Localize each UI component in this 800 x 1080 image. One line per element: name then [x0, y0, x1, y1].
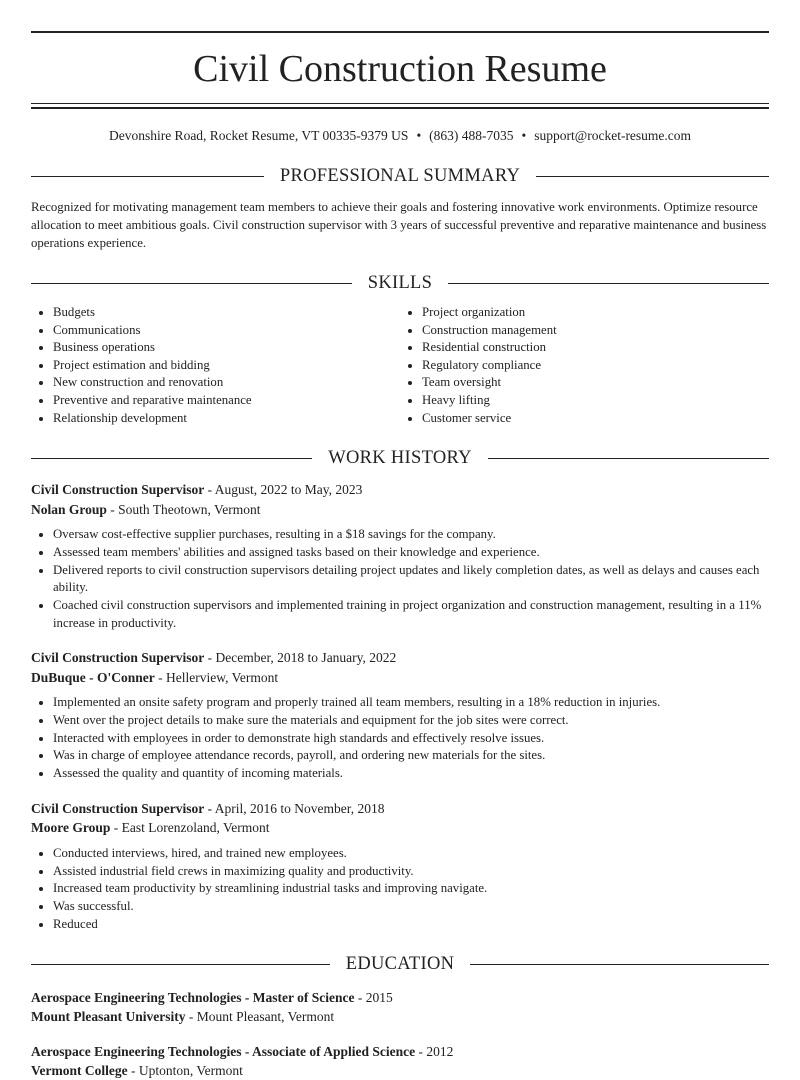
- skills-list-right: [400, 304, 769, 427]
- degree-line: [31, 1042, 769, 1061]
- job-company: DuBuque - O'Conner: [31, 669, 155, 685]
- job-title: Civil Construction Supervisor: [31, 800, 205, 816]
- resume-page: [31, 31, 769, 1080]
- title-double-rule: [31, 103, 769, 109]
- skill-item: • Team oversight: [422, 374, 769, 392]
- school-location: - Mount Pleasant, Vermont: [185, 1009, 335, 1025]
- job-title-line: [31, 799, 769, 819]
- school-line: [31, 1061, 769, 1080]
- degree-line: [31, 988, 769, 1007]
- job-title: Civil Construction Supervisor: [31, 650, 205, 666]
- degree: Aerospace Engineering Technologies - Master of Science: [31, 990, 355, 1006]
- degree-year: - 2015: [354, 990, 393, 1006]
- job-bullet: • Reduced: [53, 916, 769, 934]
- job-entry: [31, 799, 769, 934]
- section-header-summary: [31, 164, 769, 188]
- education-entry: [31, 988, 769, 1026]
- top-rule: [31, 31, 769, 33]
- contact-address: Devonshire Road, Rocket Resume, VT 00335-9379 US: [108, 128, 409, 143]
- job-bullets: [31, 845, 769, 934]
- skill-item: • Budgets: [53, 304, 400, 322]
- job-dates: - April, 2016 to November, 2018: [204, 800, 385, 816]
- job-location: - Hellerview, Vermont: [154, 669, 279, 685]
- skill-item: • Heavy lifting: [422, 392, 769, 410]
- job-bullet: • Assessed team members' abilities and assigned tasks based on their knowledge and experience.: [53, 544, 769, 562]
- summary-text: Recognized for motivating management team members to achieve their goals and fostering innovative work environments. Optimize resource allocation to meet ambitious goals. Civil construction supervisor with 3 years of successful preventive and reparative maintenance and business operations experience.: [31, 200, 767, 250]
- section-rule: [31, 458, 312, 459]
- section-rule: [448, 283, 769, 284]
- contact-email: support@rocket-resume.com: [534, 128, 692, 143]
- skill-item: • Project organization: [422, 304, 769, 322]
- job-bullet: • Conducted interviews, hired, and trained new employees.: [53, 845, 769, 863]
- job-title-line: [31, 648, 769, 668]
- school-location: - Uptonton, Vermont: [127, 1063, 243, 1079]
- job-location: - South Theotown, Vermont: [106, 501, 261, 517]
- section-header-work-history: [31, 446, 769, 470]
- school: Mount Pleasant University: [31, 1009, 186, 1025]
- section-header-skills: [31, 271, 769, 295]
- job-bullets: [31, 694, 769, 783]
- job-bullet: • Implemented an onsite safety program and properly trained all team members, resulting in a 18% reduction in injuries.: [53, 694, 769, 712]
- school-line: [31, 1007, 769, 1026]
- degree: Aerospace Engineering Technologies - Associate of Applied Science: [31, 1044, 416, 1060]
- section-rule: [31, 283, 352, 284]
- job-bullet: • Went over the project details to make sure the materials and equipment for the job sites were correct.: [53, 712, 769, 730]
- section-title: SKILLS: [367, 272, 433, 293]
- job-bullet: • Was successful.: [53, 898, 769, 916]
- job-title-line: [31, 480, 769, 500]
- section-title: WORK HISTORY: [328, 447, 472, 468]
- skills-columns: [31, 304, 769, 427]
- job-bullet: • Coached civil construction supervisors and implemented training in project organization and construction management, resulting in a 11% increase in productivity.: [53, 597, 769, 632]
- school: Vermont College: [31, 1063, 128, 1079]
- job-company-line: [31, 500, 769, 520]
- job-entry: [31, 648, 769, 783]
- skill-item: • Construction management: [422, 322, 769, 340]
- section-header-education: [31, 952, 769, 976]
- job-company-line: [31, 668, 769, 688]
- job-bullets: [31, 526, 769, 632]
- job-bullet: • Oversaw cost-effective supplier purchases, resulting in a $18 savings for the company.: [53, 526, 769, 544]
- job-company: Nolan Group: [31, 501, 107, 517]
- job-bullet: • Increased team productivity by streamlining industrial tasks and improving navigate.: [53, 880, 769, 898]
- job-title: Civil Construction Supervisor: [31, 482, 205, 498]
- section-rule: [31, 176, 264, 177]
- job-company-line: [31, 818, 769, 838]
- skills-list-left: [31, 304, 400, 427]
- education-entry: [31, 1042, 769, 1080]
- job-bullet: • Was in charge of employee attendance records, payroll, and ordering new materials for the sites.: [53, 747, 769, 765]
- skill-item: • Residential construction: [422, 339, 769, 357]
- section-title: EDUCATION: [345, 953, 455, 974]
- job-bullet: • Assessed the quality and quantity of incoming materials.: [53, 765, 769, 783]
- skill-item: • Relationship development: [53, 410, 400, 428]
- job-bullet: • Interacted with employees in order to demonstrate high standards and effectively resolve issues.: [53, 730, 769, 748]
- skill-item: • Customer service: [422, 410, 769, 428]
- job-company: Moore Group: [31, 820, 111, 836]
- job-dates: - December, 2018 to January, 2022: [204, 650, 397, 666]
- section-rule: [31, 964, 330, 965]
- contact-separator: •: [416, 128, 422, 143]
- degree-year: - 2012: [415, 1044, 454, 1060]
- section-rule: [470, 964, 769, 965]
- section-title: PROFESSIONAL SUMMARY: [279, 165, 521, 186]
- skill-item: • New construction and renovation: [53, 374, 400, 392]
- job-location: - East Lorenzoland, Vermont: [110, 820, 270, 836]
- section-rule: [536, 176, 769, 177]
- skill-item: • Regulatory compliance: [422, 357, 769, 375]
- contact-separator: •: [521, 128, 527, 143]
- job-dates: - August, 2022 to May, 2023: [204, 482, 363, 498]
- contact-line: [31, 127, 769, 145]
- page-title: Civil Construction Resume: [193, 48, 607, 90]
- job-bullet: • Delivered reports to civil construction supervisors detailing project updates and likely completion dates, as well as delays and causes each ability.: [53, 562, 769, 597]
- section-rule: [488, 458, 769, 459]
- job-entry: [31, 480, 769, 632]
- skill-item: • Project estimation and bidding: [53, 357, 400, 375]
- skill-item: • Preventive and reparative maintenance: [53, 392, 400, 410]
- job-bullet: • Assisted industrial field crews in maximizing quality and productivity.: [53, 863, 769, 881]
- contact-phone: (863) 488-7035: [429, 128, 514, 143]
- skill-item: • Business operations: [53, 339, 400, 357]
- skill-item: • Communications: [53, 322, 400, 340]
